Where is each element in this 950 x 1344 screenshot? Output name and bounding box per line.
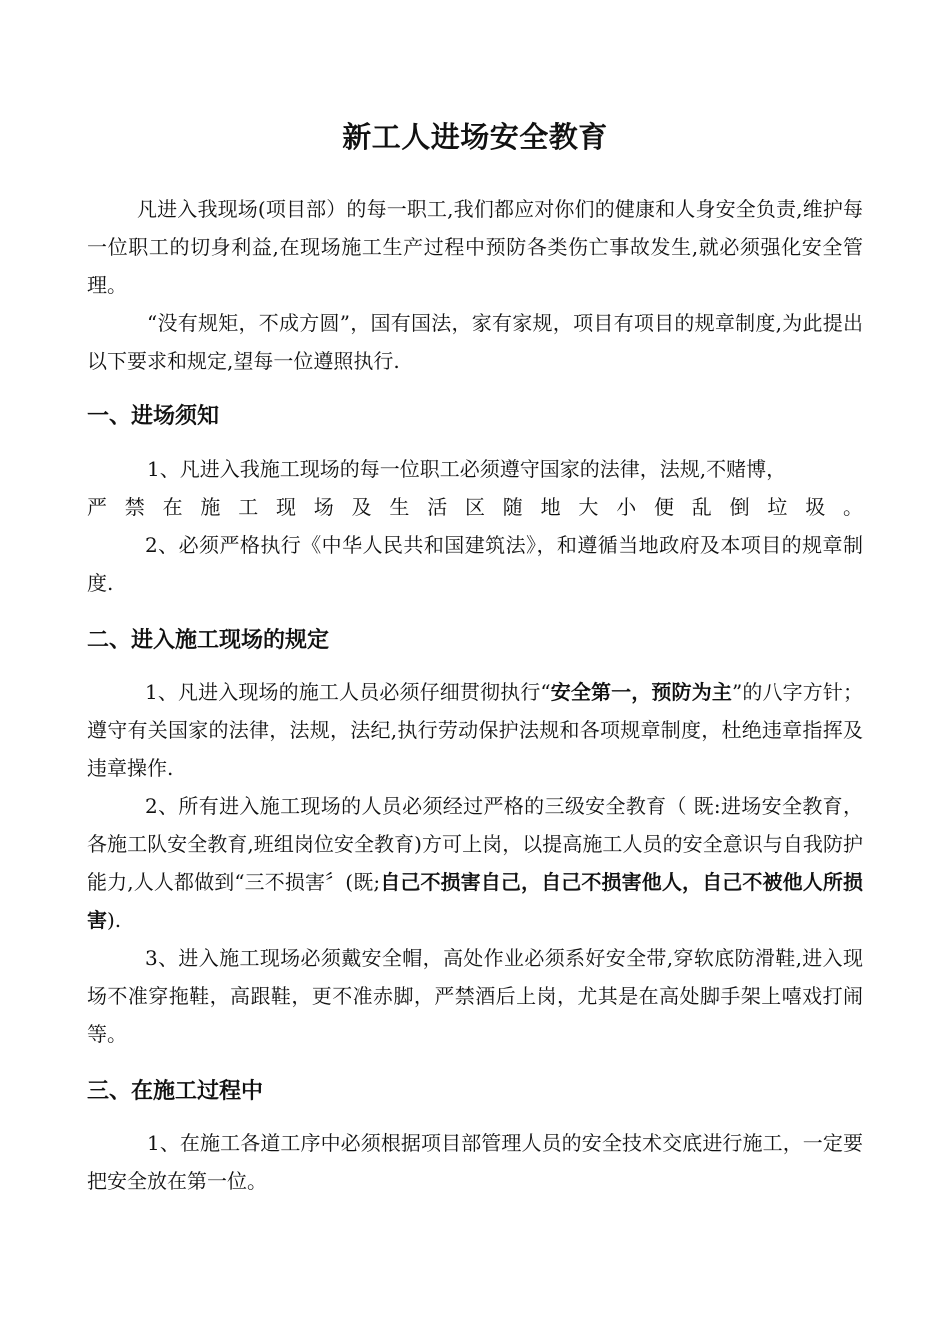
intro-paragraph-2: “没有规矩，不成方圆”，国有国法，家有家规，项目有项目的规章制度,为此提出以下要求和规定,望每一位遵照执行. (87, 311, 863, 373)
section-2-item-2 (87, 787, 863, 939)
section-1-item-1-line-2: 严禁在施工现场及生活区随地大小便乱倒垃圾。 (87, 495, 863, 519)
section-2-item-1 (87, 673, 863, 787)
section-3-heading: 三、在施工过程中 (87, 1078, 264, 1104)
document-title: 新工人进场安全教育 (342, 120, 608, 154)
section-1-item-1-line-1: 1、凡进入我施工现场的每一位职工必须遵守国家的法律，法规,不赌博， (147, 457, 787, 481)
three-no-harm-principle: 自己不损害自己，自己不损害他人，自己不被他人所损害 (87, 870, 864, 932)
section-2-item-2-text: 2、所有进入施工现场的人员必须经过严格的三级安全教育（ 既:进场安全教育，各施工队安全教育,班组岗位安全教育)方可上岗，以提高施工人员的安全意识与自我防护能力,人人都做到“三不损害〞(既; (87, 794, 863, 894)
section-1-heading: 一、进场须知 (87, 403, 220, 429)
section-2-item-2-text-end: ). (107, 908, 122, 932)
section-2-item-1-text-end: ”的八字方针；遵守有关国家的法律，法规，法纪,执行劳动保护法规和各项规章制度，杜绝违章指挥及违章操作. (87, 680, 863, 780)
section-2-item-1-text: 1、凡进入现场的施工人员必须仔细贯彻执行“ (145, 680, 551, 704)
section-2-heading: 二、进入施工现场的规定 (87, 627, 330, 653)
section-1-item-2: 2、必须严格执行《中华人民共和国建筑法》，和遵循当地政府及本项目的规章制度. (87, 533, 863, 595)
intro-paragraph-1: 凡进入我现场(项目部）的每一职工,我们都应对你们的健康和人身安全负责,维护每一位职工的切身利益,在现场施工生产过程中预防各类伤亡事故发生,就必须强化安全管理。 (87, 197, 863, 297)
section-3-item-1: 1、在施工各道工序中必须根据项目部管理人员的安全技术交底进行施工，一定要把安全放在第一位。 (87, 1131, 863, 1193)
safety-motto: 安全第一，预防为主 (550, 680, 732, 704)
section-2-item-3: 3、进入施工现场必须戴安全帽，高处作业必须系好安全带,穿软底防滑鞋,进入现场不准穿拖鞋，高跟鞋，更不准赤脚，严禁酒后上岗，尤其是在高处脚手架上嘻戏打闹等。 (87, 946, 863, 1046)
